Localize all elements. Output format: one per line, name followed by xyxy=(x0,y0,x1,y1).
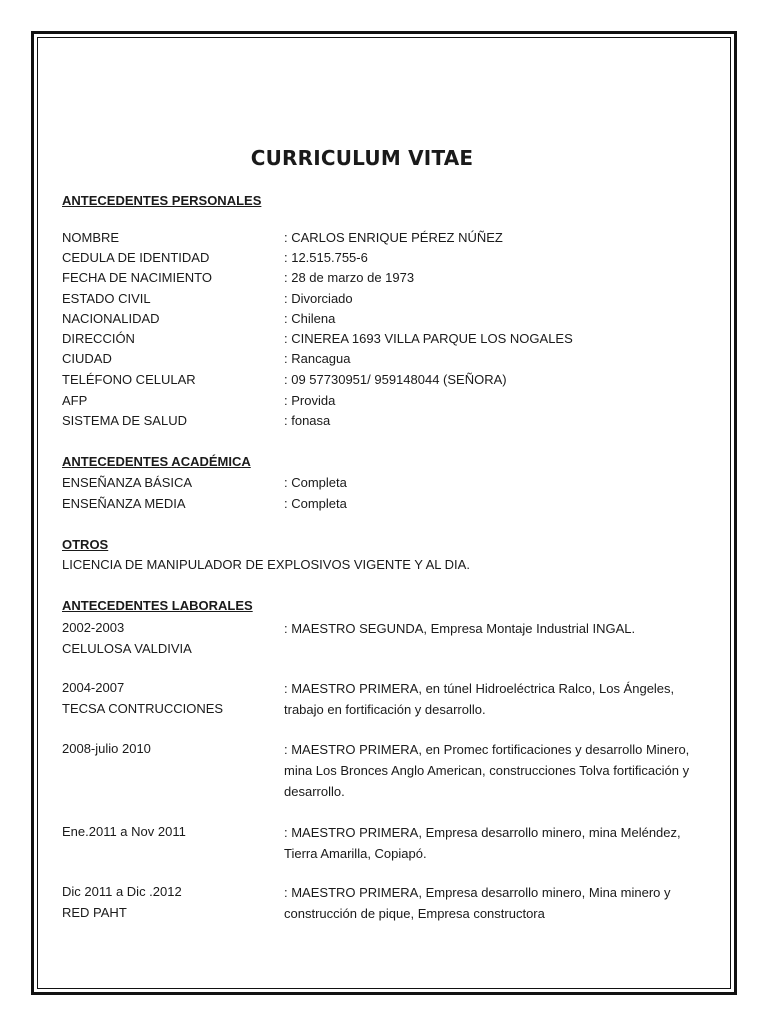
job-company: TECSA CONTRUCCIONES xyxy=(62,701,224,716)
field-value: : CINEREA 1693 VILLA PARQUE LOS NOGALES xyxy=(284,331,573,346)
field-value: : CARLOS ENRIQUE PÉREZ NÚÑEZ xyxy=(284,230,503,245)
job-date: Dic 2011 a Dic .2012 xyxy=(62,884,182,899)
field-label: FECHA DE NACIMIENTO xyxy=(62,270,213,285)
field-label: ENSEÑANZA MEDIA xyxy=(62,496,186,511)
job-company: CELULOSA VALDIVIA xyxy=(62,641,192,656)
job-description: : MAESTRO PRIMERA, Empresa desarrollo minero, Mina minero y construcción de pique, Empresa constructora xyxy=(284,885,671,921)
job-description: : MAESTRO PRIMERA, en túnel Hidroeléctrica Ralco, Los Ángeles, trabajo en fortificación y desarrollo. xyxy=(284,681,675,717)
section-heading-others: OTROS xyxy=(62,537,109,552)
others-text: LICENCIA DE MANIPULADOR DE EXPLOSIVOS VIGENTE Y AL DIA. xyxy=(62,557,470,572)
job-date: 2004-2007 xyxy=(62,680,125,695)
field-value: : Completa xyxy=(284,475,347,490)
field-label: ESTADO CIVIL xyxy=(62,291,151,306)
job-company: RED PAHT xyxy=(62,905,127,920)
job-description: : MAESTRO PRIMERA, en Promec fortificaciones y desarrollo Minero, mina Los Bronces Anglo American, construcciones Tolva fortificación y desarrollo. xyxy=(284,742,690,799)
field-label: NOMBRE xyxy=(62,230,120,245)
field-value: : 09 57730951/ 959148044 (SEÑORA) xyxy=(284,372,507,387)
field-label: TELÉFONO CELULAR xyxy=(62,372,196,387)
section-heading-academic: ANTECEDENTES ACADÉMICA xyxy=(62,454,251,469)
job-description: : MAESTRO PRIMERA, Empresa desarrollo minero, mina Meléndez, Tierra Amarilla, Copiapó. xyxy=(284,825,681,861)
section-heading-personal: ANTECEDENTES PERSONALES xyxy=(62,193,262,208)
document-title: CURRICULUM VITAE xyxy=(250,146,474,170)
field-value: : Provida xyxy=(284,393,336,408)
job-description: : MAESTRO SEGUNDA, Empresa Montaje Industrial INGAL. xyxy=(284,621,636,636)
field-label: DIRECCIÓN xyxy=(62,331,135,346)
field-label: NACIONALIDAD xyxy=(62,311,160,326)
field-value: : 12.515.755-6 xyxy=(284,250,368,265)
job-date: 2002-2003 xyxy=(62,620,125,635)
field-label: AFP xyxy=(62,393,88,408)
field-value: : 28 de marzo de 1973 xyxy=(284,270,415,285)
field-value: : Divorciado xyxy=(284,291,353,306)
field-label: ENSEÑANZA BÁSICA xyxy=(62,475,193,490)
field-label: CEDULA DE IDENTIDAD xyxy=(62,250,210,265)
job-date: 2008-julio 2010 xyxy=(62,741,151,756)
field-value: : Rancagua xyxy=(284,351,351,366)
field-label: SISTEMA DE SALUD xyxy=(62,413,187,428)
field-value: : Chilena xyxy=(284,311,336,326)
section-heading-work: ANTECEDENTES LABORALES xyxy=(62,598,253,613)
job-date: Ene.2011 a Nov 2011 xyxy=(62,824,186,839)
field-label: CIUDAD xyxy=(62,351,112,366)
field-value: : fonasa xyxy=(284,413,331,428)
field-value: : Completa xyxy=(284,496,347,511)
